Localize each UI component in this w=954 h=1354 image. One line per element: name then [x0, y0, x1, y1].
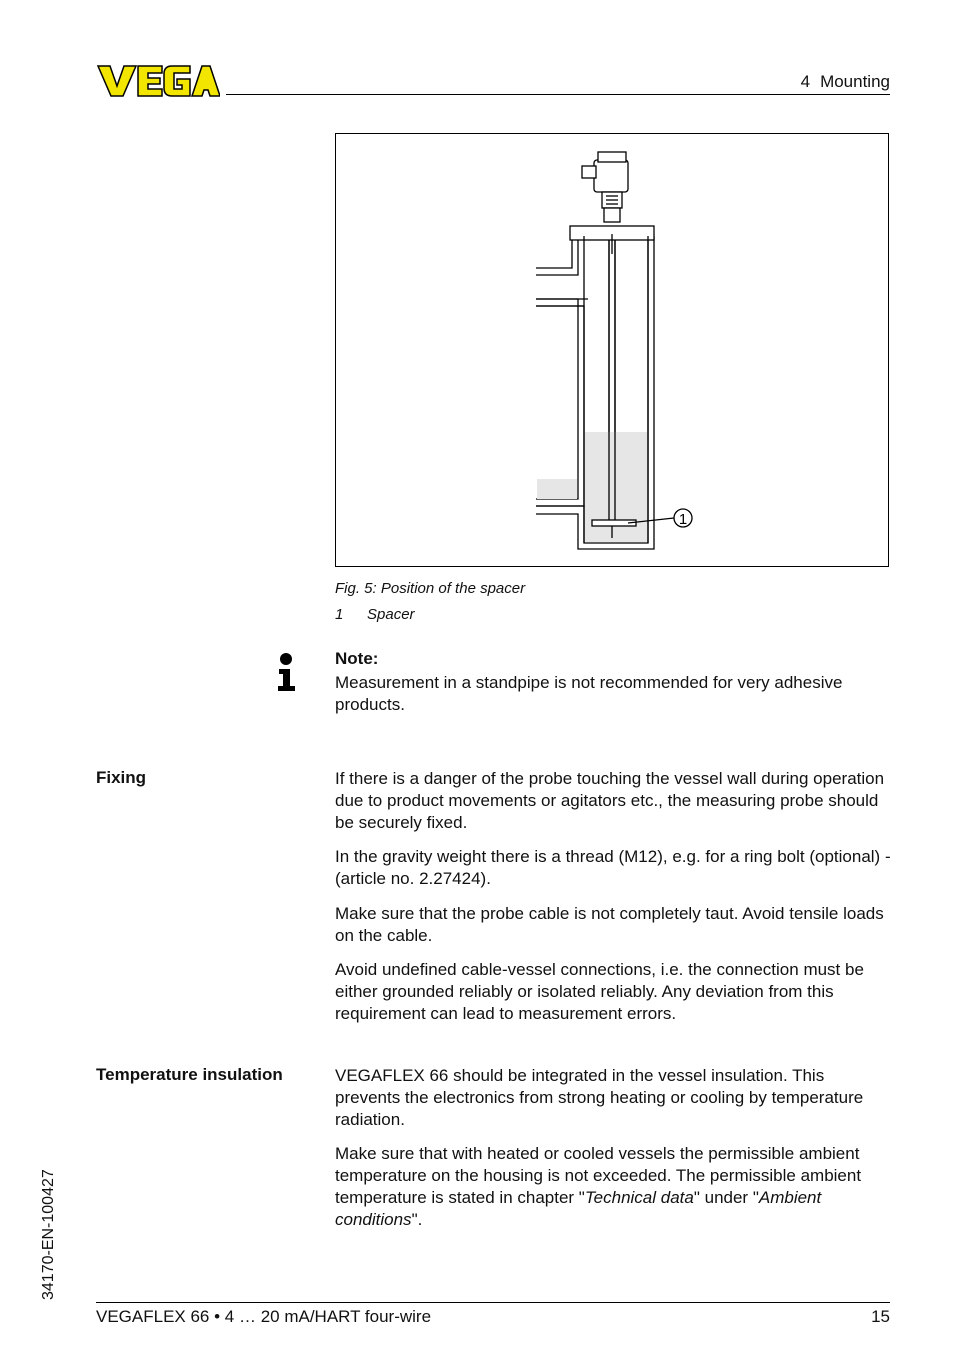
text-run: ".	[411, 1210, 423, 1229]
info-icon	[276, 652, 298, 692]
footer-title: VEGAFLEX 66 • 4 … 20 mA/HART four-wire	[96, 1307, 432, 1326]
legend-label: Spacer	[367, 606, 415, 623]
page-number: 15	[871, 1307, 890, 1326]
document-number: 34170-EN-100427	[40, 1169, 57, 1300]
standpipe-diagram	[336, 134, 890, 568]
note-text: Measurement in a standpipe is not recommended for very adhesive products.	[335, 673, 843, 714]
paragraph	[335, 1143, 891, 1231]
section-title: Mounting	[820, 72, 890, 91]
text-run: " under "	[693, 1188, 759, 1207]
paragraph: In the gravity weight there is a thread (M12), e.g. for a ring bolt (optional) - (article no. 2.27424).	[335, 847, 891, 888]
section-label-temperature-insulation: Temperature insulation	[96, 1065, 283, 1084]
callout-number: 1	[678, 511, 688, 528]
note-title: Note:	[335, 649, 379, 668]
vega-logo	[96, 64, 220, 98]
emphasis-technical-data: Technical data	[584, 1188, 694, 1207]
text-run: Make sure that with heated or cooled vessels the permissible ambient temperature on the housing is not exceeded. The permissible ambient temperature is stated in chapter "	[335, 1144, 862, 1207]
paragraph: If there is a danger of the probe touching the vessel wall during operation due to product movements or agitators etc., the measuring probe should be securely fixed.	[335, 769, 885, 832]
header-section	[801, 72, 890, 92]
legend-number: 1	[335, 606, 344, 623]
figure-legend-item	[335, 606, 415, 623]
footer-rule	[96, 1302, 890, 1303]
section-number: 4	[800, 72, 811, 91]
emphasis-ambient-conditions: Ambient conditions	[335, 1188, 822, 1229]
section-label-fixing: Fixing	[96, 768, 147, 787]
figure-spacer-position	[335, 133, 889, 567]
paragraph: VEGAFLEX 66 should be integrated in the vessel insulation. This prevents the electronics from strong heating or cooling by temperature radiation.	[335, 1066, 864, 1129]
paragraph: Avoid undefined cable-vessel connections, i.e. the connection must be either grounded reliably or isolated reliably. Any deviation from this requirement can lead to measurement errors.	[335, 960, 864, 1023]
figure-caption: Fig. 5: Position of the spacer	[335, 580, 526, 597]
paragraph: Make sure that the probe cable is not completely taut. Avoid tensile loads on the cable.	[335, 904, 884, 945]
header-rule	[226, 94, 890, 95]
